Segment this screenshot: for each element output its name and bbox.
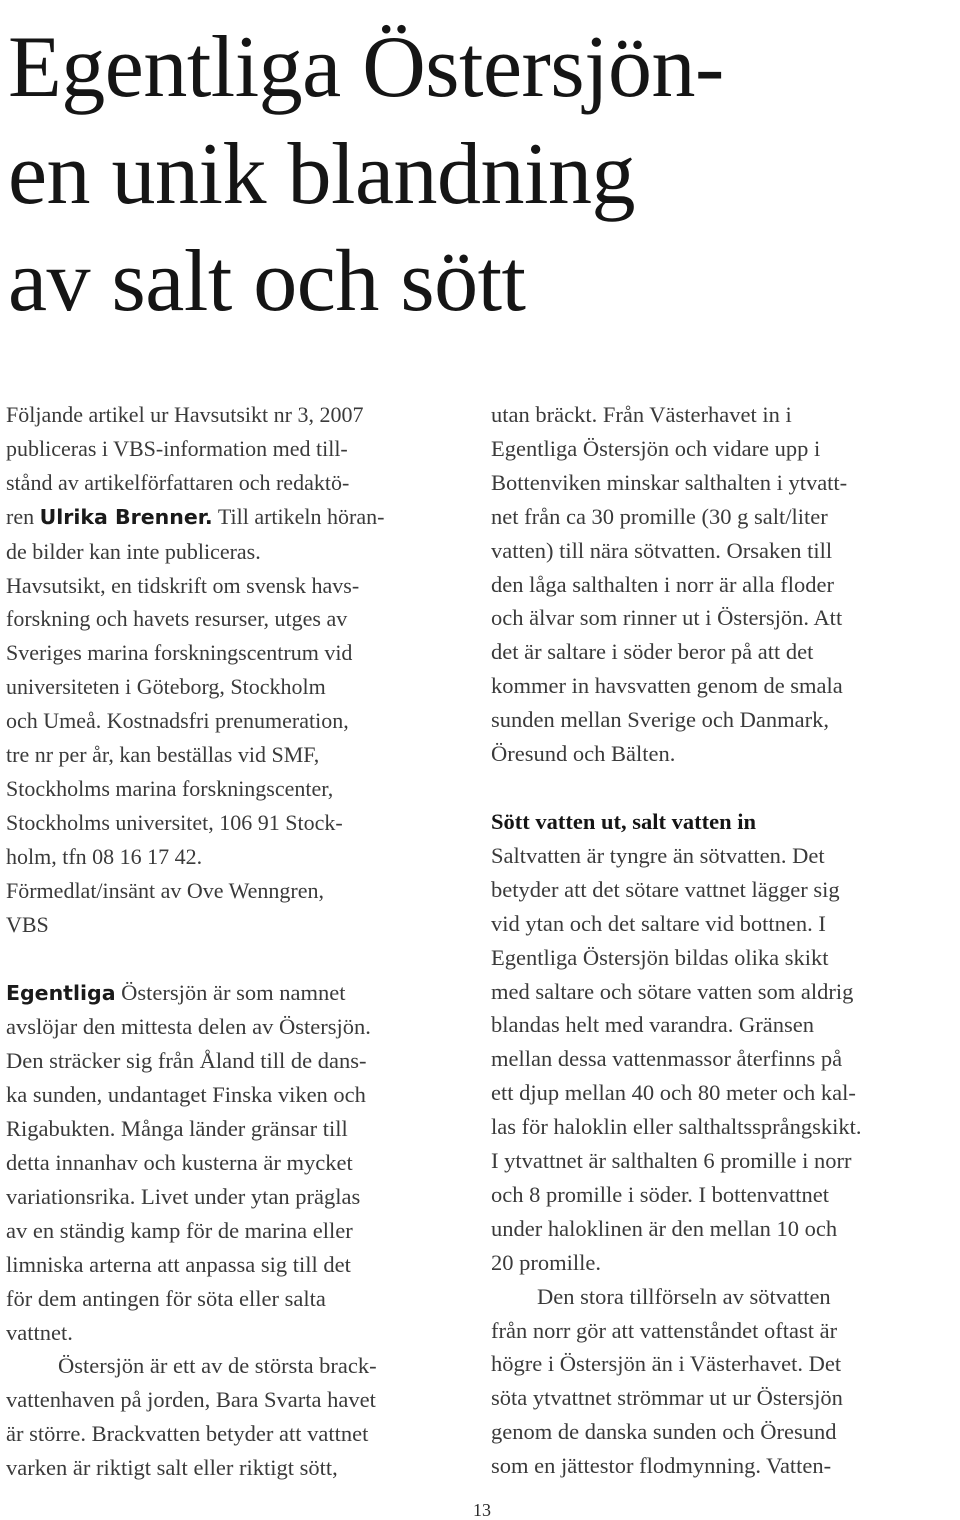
text-line: som en jättestor flodmynning. Vatten- [491,1453,832,1479]
text-run: ren [6,503,40,529]
lead-word: Egentliga [6,980,116,1005]
text-line: det är saltare i söder beror på att det [491,639,814,665]
text-line: betyder att det sötare vattnet lägger sig [491,876,840,902]
text-line: Den sträcker sig från Åland till de dans- [6,1048,367,1074]
text-line: universiteten i Göteborg, Stockholm [6,674,326,700]
text-line: varken är riktigt salt eller riktigt sött, [6,1455,338,1481]
text-line: I ytvattnet är salthalten 6 promille i norr [491,1148,852,1174]
text-line: den låga salthalten i norr är alla floder [491,571,834,597]
text-line: Följande artikel ur Havsutsikt nr 3, 2007 [6,402,364,427]
right-column [491,398,957,1483]
text-line: genom de danska sunden och Öresund [491,1419,837,1445]
text-line: vatten) till nära sötvatten. Orsaken till [491,537,833,563]
intro-note [6,398,476,942]
text-line: vattnet. [6,1319,73,1345]
text-line: detta innanhav och kusterna är mycket [6,1150,353,1176]
text-line: sunden mellan Sverige och Danmark, [491,707,830,733]
text-line: är större. Brackvatten betyder att vattnet [6,1421,369,1447]
text-line: stånd av artikelförfattaren och redaktö- [6,469,350,495]
text-line: publiceras i VBS-information med till- [6,435,348,461]
page-number: 13 [473,1500,491,1520]
section-heading: Sött vatten ut, salt vatten in [491,808,756,834]
text-line: Egentliga Östersjön bildas olika skikt [491,944,829,970]
text-line: under haloklinen är den mellan 10 och [491,1215,838,1241]
text-line: söta ytvattnet strömmar ut ur Östersjön [491,1385,843,1411]
title-line: Egentliga Östersjön- [8,19,724,116]
author-name: Ulrika Brenner. [39,504,213,529]
text-line: Öresund och Bälten. [491,741,676,767]
spacer [491,771,957,805]
text-line: limniska arterna att anpassa sig till det [6,1251,351,1277]
text-line: Bottenviken minskar salthalten i ytvatt- [491,469,848,495]
text-line [6,500,476,535]
body-paragraph [6,976,476,1350]
text-line: Rigabukten. Många länder gränsar till [6,1116,348,1142]
text-line: kommer in havsvatten genom de smala [491,673,843,699]
text-line: avslöjar den mittesta delen av Östersjön. [6,1014,371,1040]
left-column [6,398,476,1485]
text-line: och Umeå. Kostnadsfri prenumeration, [6,708,349,734]
body-paragraph [491,839,957,1280]
text-line: med saltare och sötare vatten som aldrig [491,978,854,1004]
text-line: Egentliga Östersjön och vidare upp i [491,435,821,461]
title-line: en unik blandning [8,126,635,223]
text-line: forskning och havets resurser, utges av [6,606,348,632]
text-line: och 8 promille i söder. I bottenvattnet [491,1181,830,1207]
spacer [6,942,476,976]
text-line: ka sunden, undantaget Finska viken och [6,1082,366,1108]
text-line: utan bräckt. Från Västerhavet in i [491,402,792,427]
text-line: Stockholms universitet, 106 91 Stock- [6,809,343,835]
text-line: Östersjön är ett av de största brack- [58,1353,377,1379]
text-line: blandas helt med varandra. Gränsen [491,1012,814,1038]
text-line: las för haloklin eller salthaltssprångskikt. [491,1114,862,1140]
text-line: de bilder kan inte publiceras. [6,538,261,564]
text-line: net från ca 30 promille (30 g salt/liter [491,503,828,529]
text-line: 20 promille. [491,1249,601,1275]
title-line: av salt och sött [8,233,526,330]
text-line: och älvar som rinner ut i Östersjön. Att [491,605,843,631]
text-line: Saltvatten är tyngre än sötvatten. Det [491,842,825,868]
body-paragraph [491,1280,957,1483]
text-line: för dem antingen för söta eller salta [6,1285,326,1311]
text-line: vattenhaven på jorden, Bara Svarta havet [6,1387,376,1413]
text-line: vid ytan och det saltare vid bottnen. I [491,910,826,936]
text-line: Förmedlat/insänt av Ove Wenngren, [6,877,324,903]
body-paragraph [491,398,957,771]
text-line: högre i Östersjön än i Västerhavet. Det [491,1351,842,1377]
text-line: av en ständig kamp för de marina eller [6,1217,353,1243]
text-run: Östersjön är som namnet [115,979,346,1005]
text-line [6,976,476,1011]
text-run: Till artikeln höran- [212,503,385,529]
text-line: Havsutsikt, en tidskrift om svensk havs- [6,572,360,598]
article-title [8,14,948,335]
text-line: mellan dessa vattenmassor återfinns på [491,1046,843,1072]
text-line: VBS [6,911,49,937]
text-line: från norr gör att vattenståndet oftast är [491,1317,838,1343]
text-line: ett djup mellan 40 och 80 meter och kal- [491,1080,856,1106]
text-line: Stockholms marina forskningscenter, [6,775,334,801]
text-line: tre nr per år, kan beställas vid SMF, [6,742,320,768]
text-line: Sveriges marina forskningscentrum vid [6,640,353,666]
body-paragraph [6,1349,476,1485]
text-line: Den stora tillförseln av sötvatten [537,1283,831,1309]
text-line: holm, tfn 08 16 17 42. [6,843,203,869]
text-line: variationsrika. Livet under ytan präglas [6,1183,361,1209]
